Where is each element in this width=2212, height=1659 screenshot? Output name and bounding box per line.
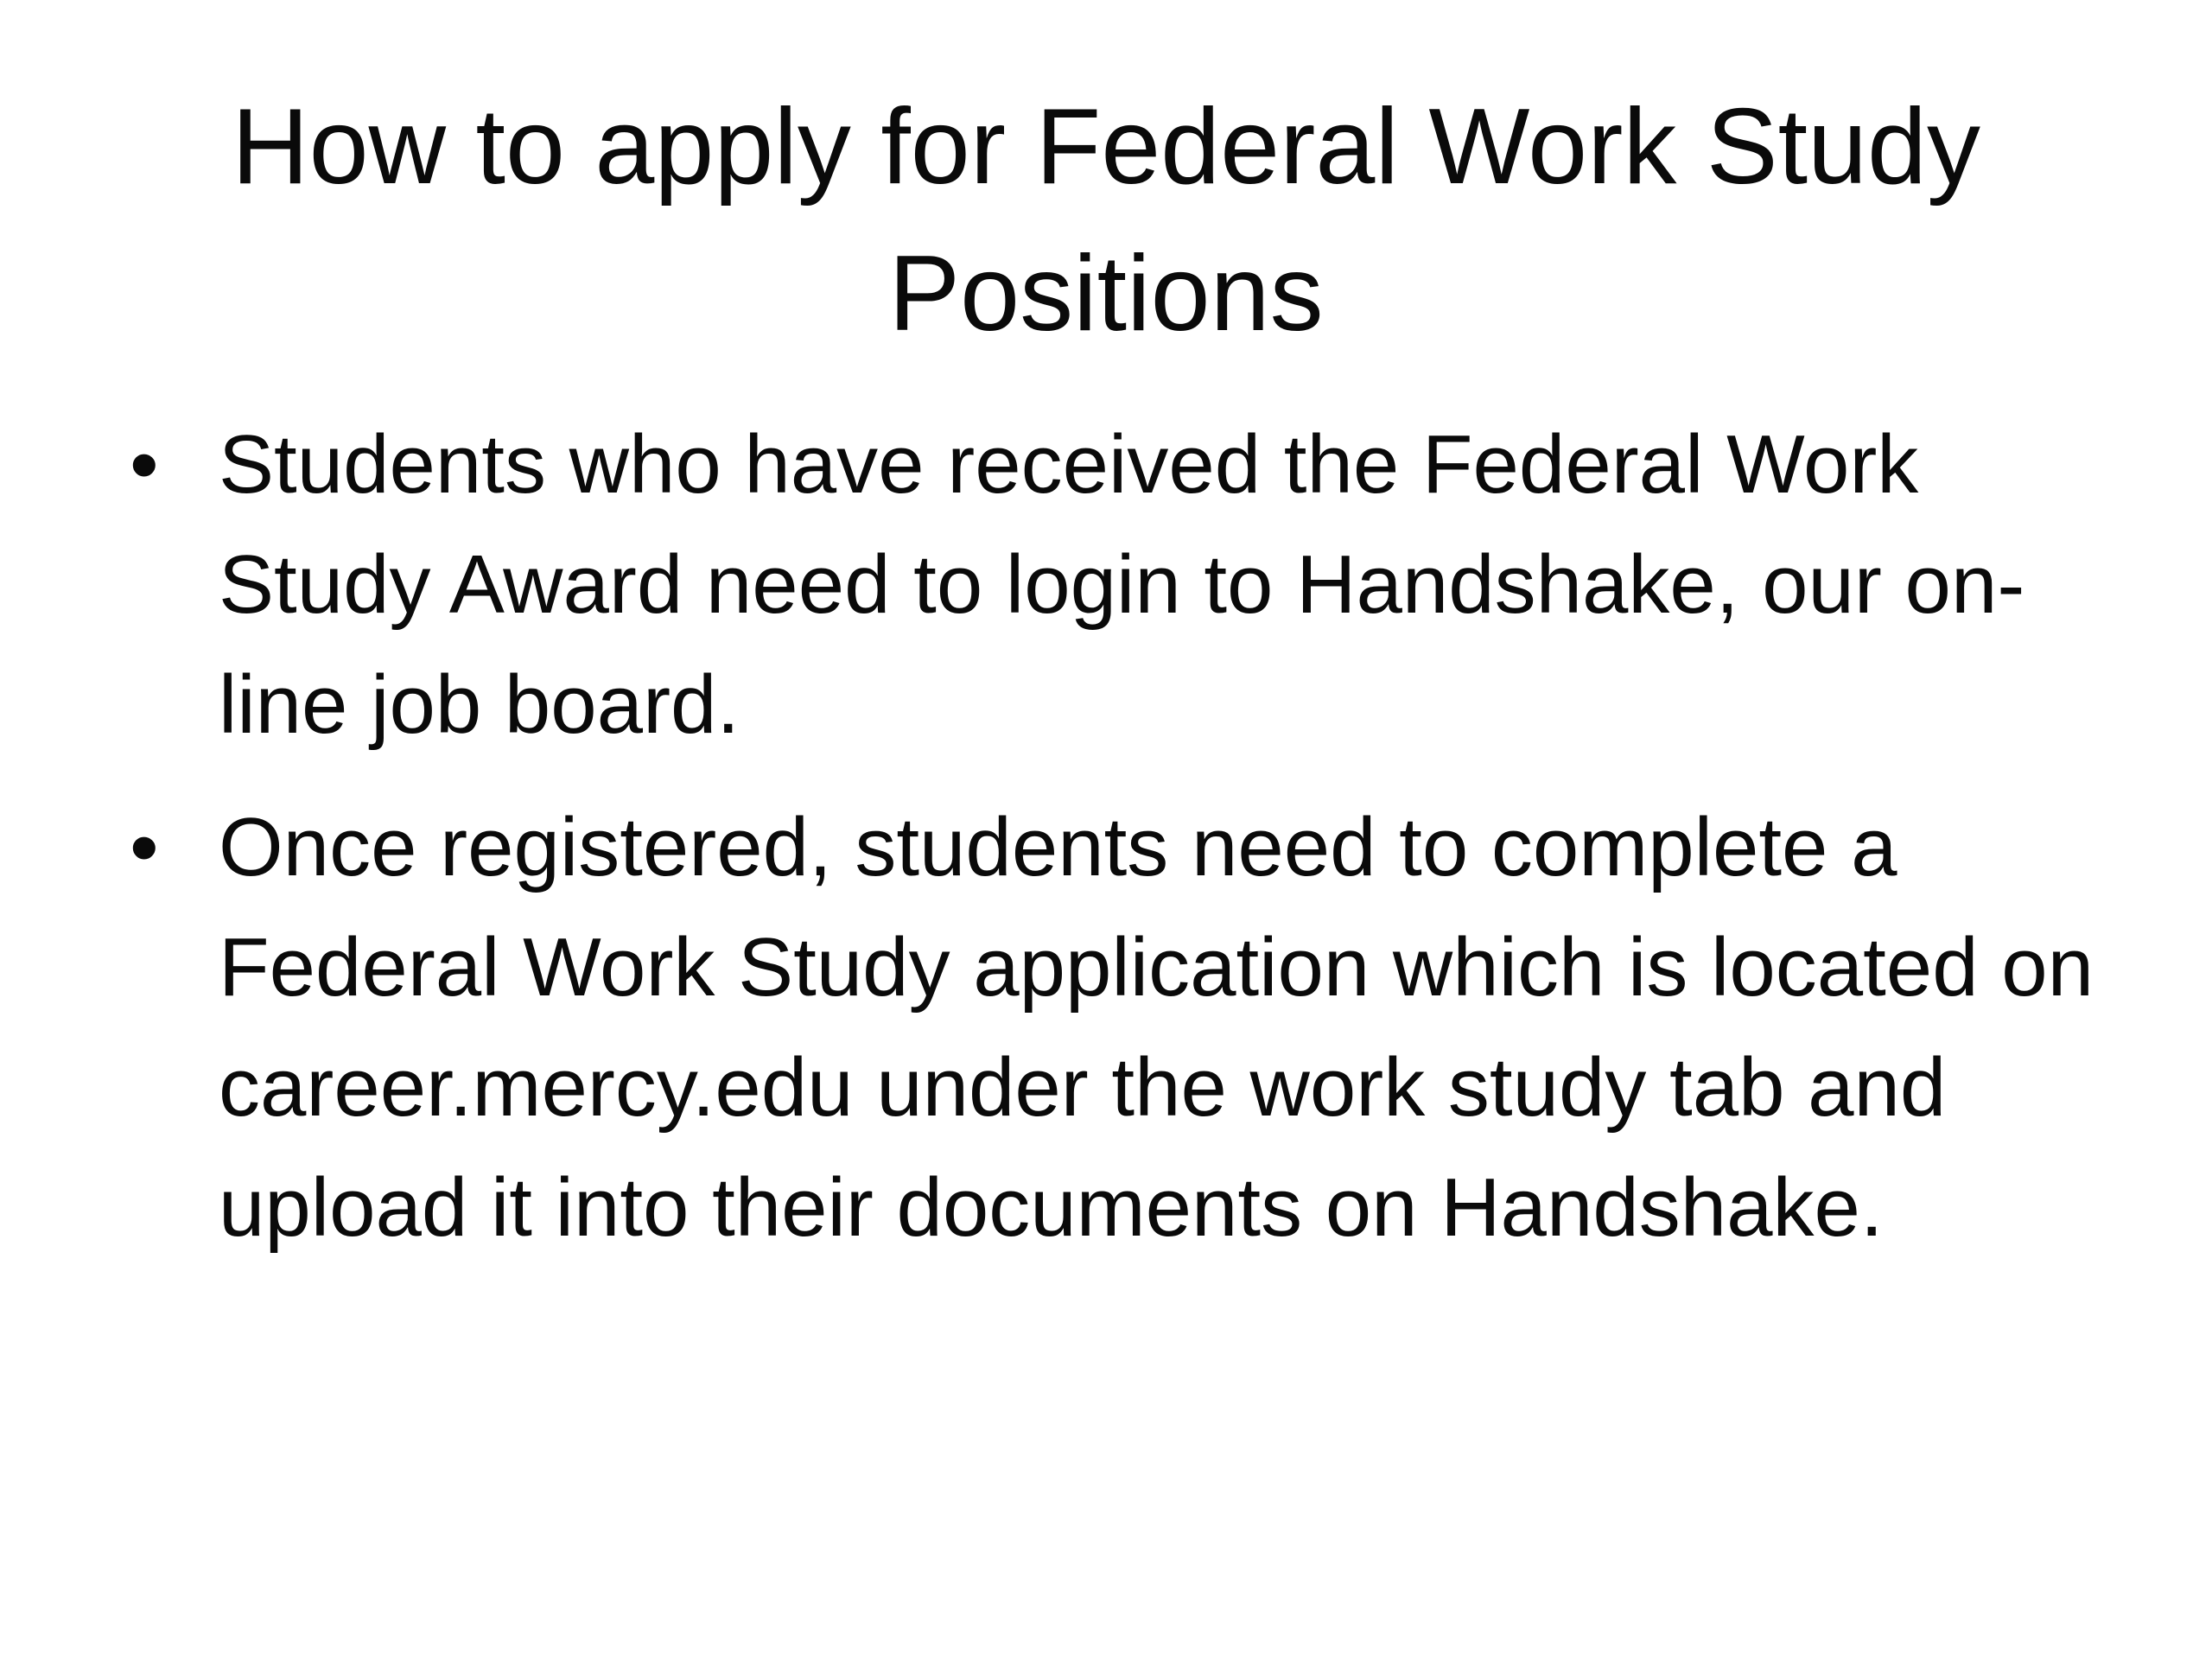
bullet-marker: • (130, 801, 159, 893)
bullet-list (130, 404, 2117, 1290)
bullet-text: Once registered, students need to complete a Federal Work Study application which is located on career.mercy.edu under the work study tab and upload it into their documents on Handshake. (219, 801, 2094, 1254)
bullet-marker: • (130, 418, 159, 511)
slide-title: How to apply for Federal Work Study Positions (232, 87, 1980, 353)
bullet-item-login (130, 404, 2117, 765)
bullet-item-application (130, 787, 2117, 1268)
bullet-text: Students who have received the Federal Work Study Award need to login to Handshake, our on-line job board. (219, 418, 2025, 751)
